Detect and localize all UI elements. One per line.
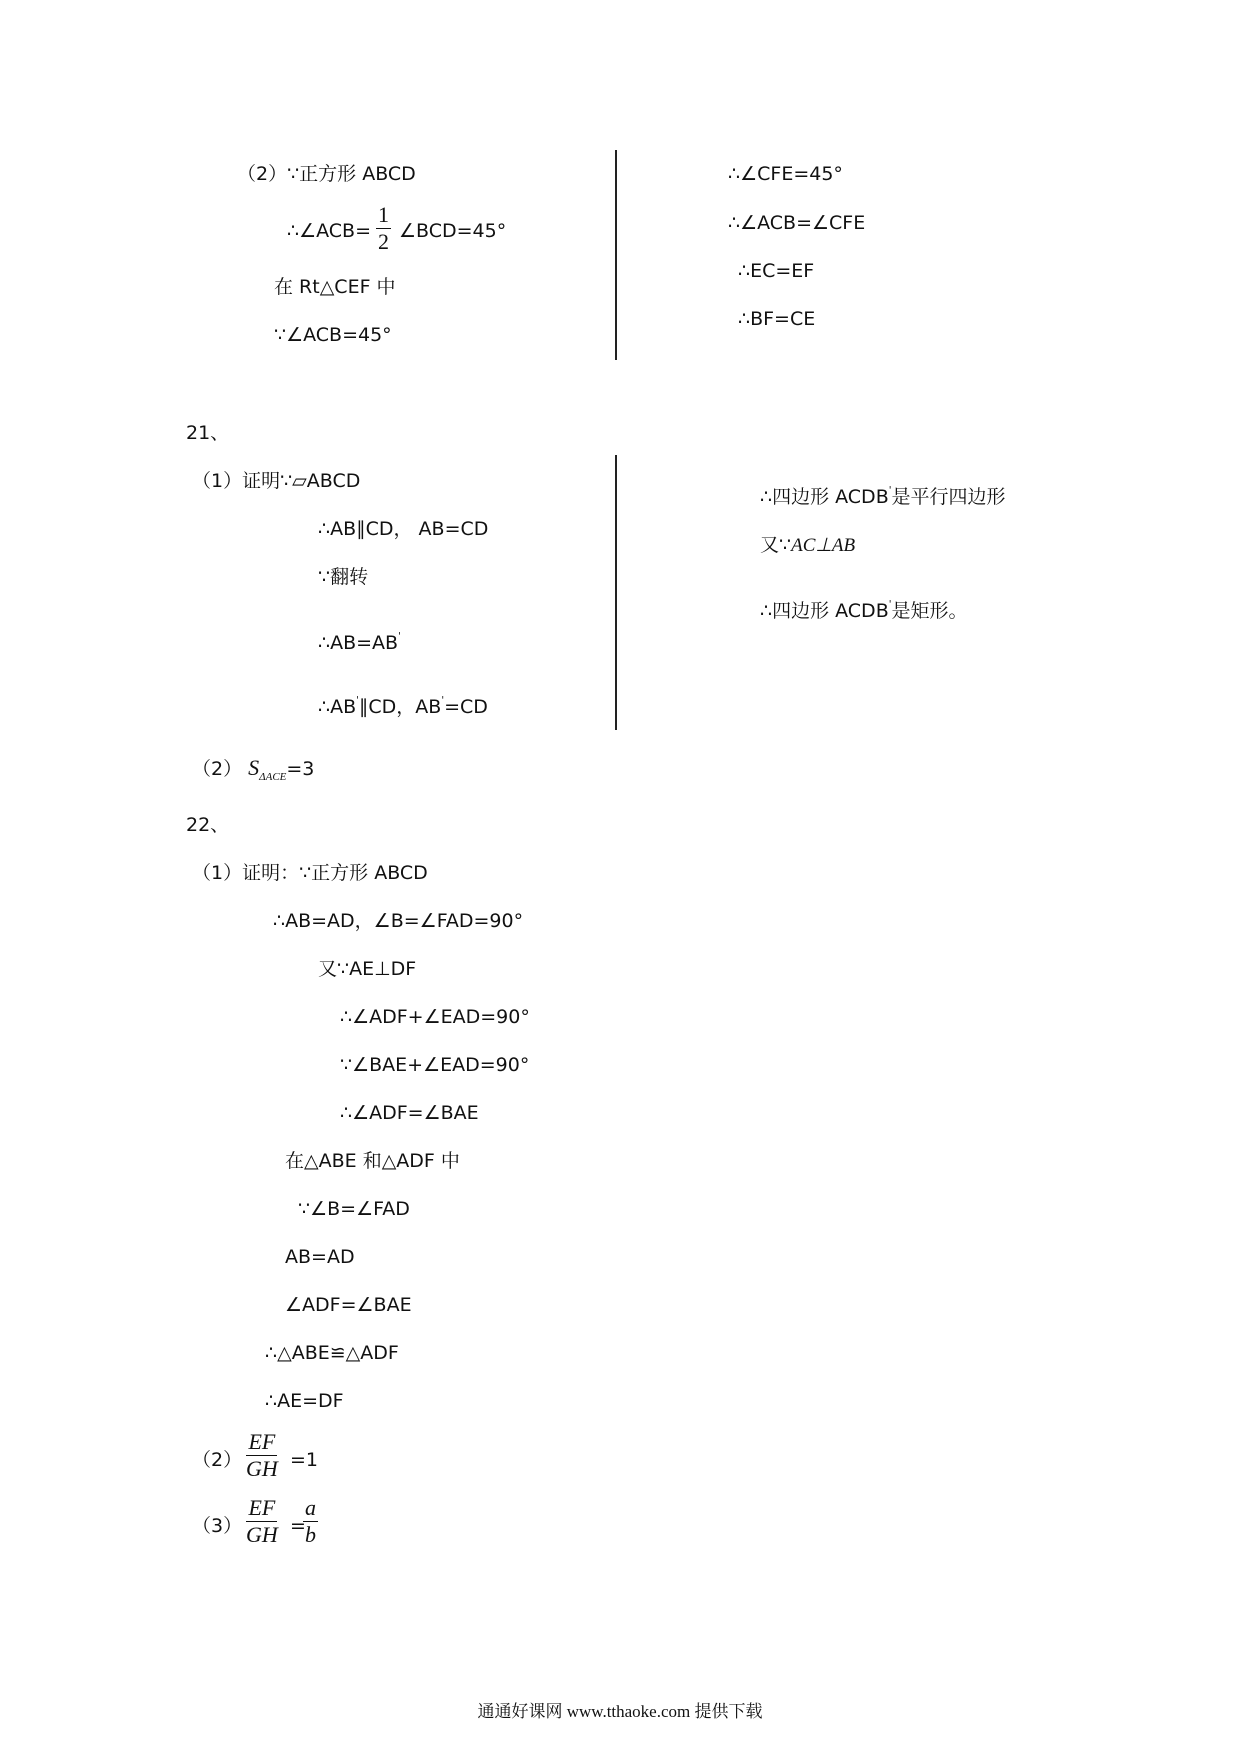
s20-half-fraction — [376, 203, 391, 254]
s20-left-line3: 在 Rt△CEF 中 — [274, 276, 396, 298]
s21-left-line3: ∵翻转 — [318, 566, 369, 588]
s21-p2-sub: ΔACE — [259, 771, 287, 783]
s21-part2 — [192, 757, 314, 788]
s21-left-line1: （1）证明∵▱ABCD — [192, 470, 361, 492]
s22-line-3: 又∵AE⊥DF — [318, 958, 417, 980]
s21-left-line4 — [318, 626, 401, 654]
page-footer: 通通好课网 www.tthaoke.com 提供下载 — [477, 1702, 763, 1721]
s20-left-line2 — [287, 220, 371, 242]
s20-left-line2-post: ∠BCD=45° — [399, 220, 507, 242]
s21-left-line5 — [318, 690, 488, 718]
s21-r3-b: 是矩形。 — [891, 600, 968, 622]
s21-p2-label: （2） — [192, 758, 243, 780]
s22-line-11: ∴△ABE≌△ADF — [265, 1342, 399, 1364]
s21-right-line3 — [760, 594, 968, 622]
s20-half-den: 2 — [378, 229, 389, 254]
s20-right-line4: ∴BF=CE — [738, 308, 816, 330]
s20-l2-pre: ∴∠ACB= — [287, 220, 372, 242]
s22-line-6: ∴∠ADF=∠BAE — [340, 1102, 479, 1124]
s21-l5-b: ∥CD，AB — [358, 696, 442, 718]
s22-p3-rden: b — [305, 1522, 316, 1547]
s22-part3-eq: = — [290, 1515, 306, 1537]
s22-p3-rnum: a — [305, 1495, 316, 1520]
s21-l4-prime: ' — [398, 631, 401, 642]
s22-part3-fraction — [244, 1496, 280, 1547]
s20-right-line2: ∴∠ACB=∠CFE — [728, 212, 866, 234]
s21-r3-a: ∴四边形 ACDB — [760, 600, 889, 622]
s22-line-4: ∴∠ADF+∠EAD=90° — [340, 1006, 530, 1028]
s22-line-1: （1）证明：∵正方形 ABCD — [192, 862, 428, 884]
s21-l5-c: =CD — [444, 696, 488, 718]
s21-number: 21、 — [186, 422, 230, 444]
s20-right-line3: ∴EC=EF — [738, 260, 815, 282]
s20-half-num: 1 — [378, 202, 389, 227]
s22-line-7: 在△ABE 和△ADF 中 — [285, 1150, 460, 1172]
s22-part3-rhs-fraction — [303, 1496, 318, 1547]
s21-right-line2 — [760, 534, 855, 557]
s20-left-line4: ∵∠ACB=45° — [274, 324, 392, 346]
s21-right-line1 — [760, 480, 1006, 508]
s22-line-9: AB=AD — [285, 1246, 355, 1268]
s21-r1-prime: ' — [888, 485, 892, 496]
s21-l5-prime1: ' — [356, 695, 359, 706]
s22-part2-val: =1 — [290, 1449, 319, 1471]
s21-l4-text: ∴AB=AB — [318, 632, 399, 654]
s22-line-10: ∠ADF=∠BAE — [285, 1294, 412, 1316]
s21-p2-val: =3 — [286, 758, 315, 780]
s21-column-divider — [615, 455, 617, 730]
s22-part3-label: （3） — [192, 1515, 243, 1537]
s20-right-line1: ∴∠CFE=45° — [728, 163, 843, 185]
s21-r2-a: 又∵ — [760, 534, 792, 556]
s22-part2-label: （2） — [192, 1449, 243, 1471]
s22-number: 22、 — [186, 814, 230, 836]
s21-r1-b: 是平行四边形 — [891, 486, 1006, 508]
s22-line-5: ∵∠BAE+∠EAD=90° — [340, 1054, 530, 1076]
s21-p2-S: S — [248, 755, 260, 780]
s21-r1-a: ∴四边形 ACDB — [760, 486, 889, 508]
s22-p3-num: EF — [248, 1495, 276, 1520]
s22-p2-num: EF — [248, 1429, 276, 1454]
s22-p2-den: GH — [246, 1456, 278, 1481]
s21-r3-prime: ' — [888, 599, 892, 610]
s22-part2-fraction — [244, 1430, 280, 1481]
s21-l5-prime2: ' — [441, 695, 445, 706]
s21-r2-b: AC⊥AB — [791, 535, 856, 556]
s21-l5-a: ∴AB — [318, 696, 357, 718]
s22-line-8: ∵∠B=∠FAD — [298, 1198, 410, 1220]
s22-line-2: ∴AB=AD，∠B=∠FAD=90° — [273, 910, 524, 932]
s22-line-12: ∴AE=DF — [265, 1390, 344, 1412]
s21-left-line2: ∴AB∥CD， AB=CD — [318, 518, 489, 540]
s20-column-divider — [615, 150, 617, 360]
s22-p3-den: GH — [246, 1522, 278, 1547]
s20-left-line1: （2）∵正方形 ABCD — [237, 163, 416, 185]
